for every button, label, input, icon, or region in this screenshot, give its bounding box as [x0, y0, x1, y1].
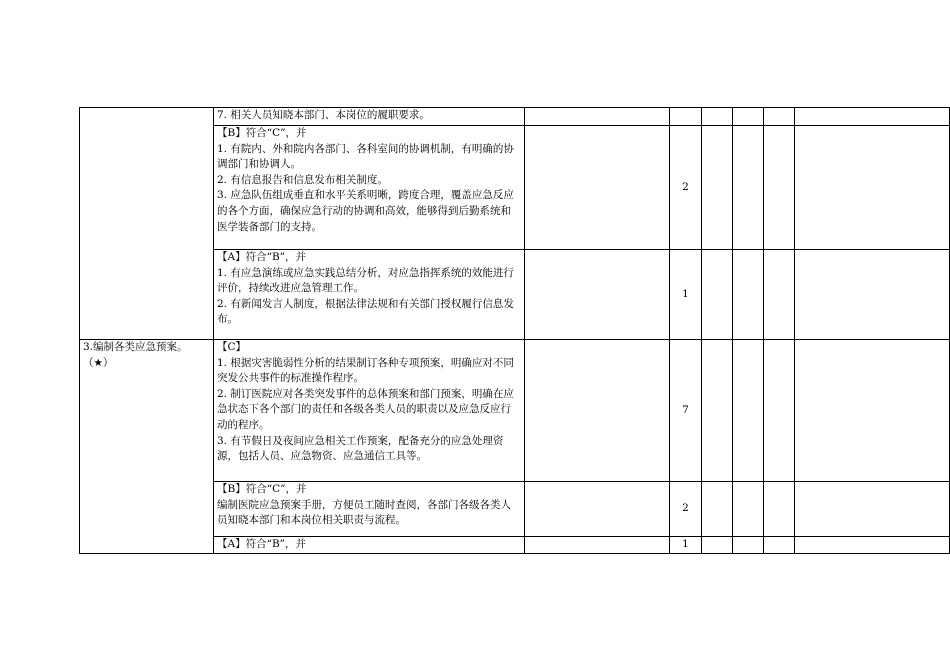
- blank-cell: [795, 340, 950, 482]
- criteria-line: 编制医院应急预案手册，方便员工随时查阅，各部门各级各类人员知晓本部门和本岗位相关职责与流程。: [217, 498, 511, 527]
- table-row: [80, 340, 950, 482]
- blank-cell: [764, 537, 795, 554]
- criteria-line: 3. 有节假日及夜间应急相关工作预案，配备充分的应急处理资源，包括人员、应急物资、应急通信工具等。: [217, 434, 504, 463]
- blank-cell: [525, 250, 670, 340]
- blank-cell: [525, 482, 670, 537]
- blank-cell: [764, 250, 795, 340]
- score-cell: 2: [670, 482, 702, 537]
- blank-cell: [733, 537, 764, 554]
- blank-cell: [733, 126, 764, 250]
- blank-cell: [733, 250, 764, 340]
- score-cell: 2: [670, 126, 702, 250]
- criteria-cell: [214, 108, 525, 126]
- blank-cell: [733, 340, 764, 482]
- criteria-line: 3. 应急队伍组成垂直和水平关系明晰，跨度合理，覆盖应急反应的各个方面，确保应急行动的协调和高效，能够得到后勤系统和医学装备部门的支持。: [217, 189, 514, 233]
- criteria-line: 2. 制订医院应对各类突发事件的总体预案和部门预案，明确在应急状态下各个部门的责任和各级各类人员的职责以及应急反应行动的程序。: [217, 387, 514, 431]
- criteria-cell: [214, 340, 525, 482]
- blank-cell: [764, 126, 795, 250]
- criteria-cell: [214, 482, 525, 537]
- standards-table: [79, 107, 950, 554]
- criteria-line: 7. 相关人员知晓本部门、本岗位的履职要求。: [217, 109, 430, 121]
- criteria-line: 【A】符合“B”，并: [217, 251, 307, 263]
- blank-cell: [525, 537, 670, 554]
- blank-cell: [702, 108, 733, 126]
- blank-cell: [525, 340, 670, 482]
- blank-cell: [702, 250, 733, 340]
- criteria-line: 2. 有信息报告和信息发布相关制度。: [217, 173, 388, 186]
- blank-cell: [525, 108, 670, 126]
- criteria-line: 2. 有新闻发言人制度，根据法律法规和有关部门授权履行信息发布。: [217, 297, 514, 326]
- criteria-cell: [214, 537, 525, 554]
- criteria-line: 1. 根据灾害脆弱性分析的结果制订各种专项预案，明确应对不同突发公共事件的标准操作程序。: [217, 356, 514, 385]
- blank-cell: [525, 126, 670, 250]
- criteria-cell: [214, 250, 525, 340]
- blank-cell: [733, 482, 764, 537]
- blank-cell: [795, 108, 950, 126]
- criteria-line: 1. 有院内、外和院内各部门、各科室间的协调机制，有明确的协调部门和协调人。: [217, 142, 514, 171]
- item-cell: [80, 340, 214, 554]
- score-cell: [670, 108, 702, 126]
- blank-cell: [702, 482, 733, 537]
- blank-cell: [764, 108, 795, 126]
- blank-cell: [702, 537, 733, 554]
- blank-cell: [795, 537, 950, 554]
- item-title: 3.编制各类应急预案。: [83, 341, 188, 353]
- item-cell: [80, 108, 214, 340]
- blank-cell: [795, 482, 950, 537]
- score-cell: 7: [670, 340, 702, 482]
- blank-cell: [795, 126, 950, 250]
- blank-cell: [733, 108, 764, 126]
- score-cell: 1: [670, 250, 702, 340]
- criteria-line: 【A】符合“B”，并: [217, 538, 307, 550]
- criteria-cell: [214, 126, 525, 250]
- blank-cell: [764, 482, 795, 537]
- key-item-mark: （★）: [83, 356, 114, 369]
- blank-cell: [795, 250, 950, 340]
- criteria-line: 【C】: [217, 341, 247, 353]
- score-cell: 1: [670, 537, 702, 554]
- criteria-line: 【B】符合“C”，并: [217, 483, 307, 495]
- table-row: [80, 108, 950, 126]
- blank-cell: [764, 340, 795, 482]
- blank-cell: [702, 126, 733, 250]
- criteria-line: 【B】符合“C”，并: [217, 127, 307, 139]
- blank-cell: [702, 340, 733, 482]
- criteria-line: 1. 有应急演练或应急实践总结分析，对应急指挥系统的效能进行评价，持续改进应急管理工作。: [217, 266, 514, 295]
